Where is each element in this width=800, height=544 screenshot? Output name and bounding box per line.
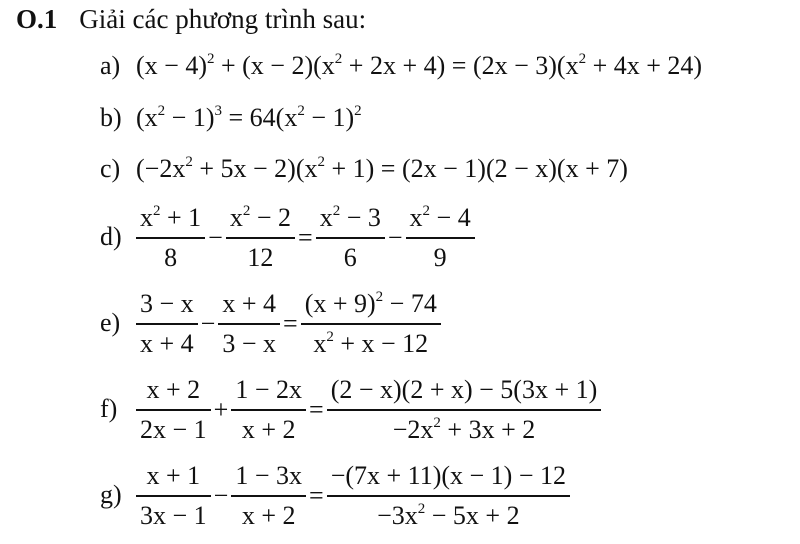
equation-b: $(x^2 - 1)^3 = 64(x^2 - 1)^2$ [136, 103, 362, 132]
fraction: $\frac{1 - 3x}{x + 2}$ [231, 457, 306, 535]
label-d: d) [100, 222, 122, 251]
exercise-number: O.1 [16, 4, 58, 34]
equation-c: $(-2x^2 + 5x - 2)(x^2 + 1) = (2x - 1)(2 - x)(x + 7)$ [136, 154, 628, 183]
label-a: a) [100, 51, 121, 80]
equation-a: $(x - 4)^2 + (x - 2)(x^2 + 2x + 4) = (2x - 3)(x^2 + 4x + 24)$ [136, 51, 703, 80]
fraction: $\frac{x^2 + 1}{8}$ [136, 199, 205, 277]
fraction: $\frac{1 - 2x}{x + 2}$ [231, 371, 306, 449]
equation-g: $\frac{x + 1}{3x - 1}$ − $\frac{1 - 3x}{x + 2}$ = $\frac{-(7x + 11)(x - 1) - 12}{-3x^2 - 5x + 2}$ [136, 457, 570, 535]
equation-e: $\frac{3 - x}{x + 4}$ − $\frac{x + 4}{3 - x}$ = $\frac{(x + 9)^2 - 74}{x^2 + x - 12}$ [136, 285, 441, 363]
label-e: e) [100, 308, 121, 337]
fraction: $\frac{x + 1}{3x - 1}$ [136, 457, 211, 535]
fraction: $\frac{-(7x + 11)(x - 1) - 12}{-3x^2 - 5x + 2}$ [327, 457, 570, 535]
fraction: $\frac{3 - x}{x + 4}$ [136, 285, 198, 363]
fraction: $\frac{x + 2}{2x - 1}$ [136, 371, 211, 449]
exercise-header [16, 4, 366, 35]
fraction: $\frac{x^2 - 4}{9}$ [406, 199, 475, 277]
equation-d: $\frac{x^2 + 1}{8}$ − $\frac{x^2 - 2}{12}$ = $\frac{x^2 - 3}{6}$ − $\frac{x^2 - 4}{9}$ [136, 199, 475, 277]
fraction: $\frac{x^2 - 3}{6}$ [316, 199, 385, 277]
fraction: $\frac{x^2 - 2}{12}$ [226, 199, 295, 277]
label-f: f) [100, 394, 118, 423]
equation-f: $\frac{x + 2}{2x - 1}$ + $\frac{1 - 2x}{x + 2}$ = $\frac{(2 - x)(2 + x) - 5(3x + 1)}{-2x^2 + 3x + 2}$ [136, 371, 601, 449]
label-b: b) [100, 103, 122, 132]
fraction: $\frac{(2 - x)(2 + x) - 5(3x + 1)}{-2x^2 + 3x + 2}$ [327, 371, 602, 449]
fraction: $\frac{x + 4}{3 - x}$ [218, 285, 280, 363]
exercise-title: Giải các phương trình sau: [79, 4, 367, 34]
label-c: c) [100, 154, 121, 183]
label-g: g) [100, 480, 122, 509]
fraction: $\frac{(x + 9)^2 - 74}{x^2 + x - 12}$ [301, 285, 441, 363]
